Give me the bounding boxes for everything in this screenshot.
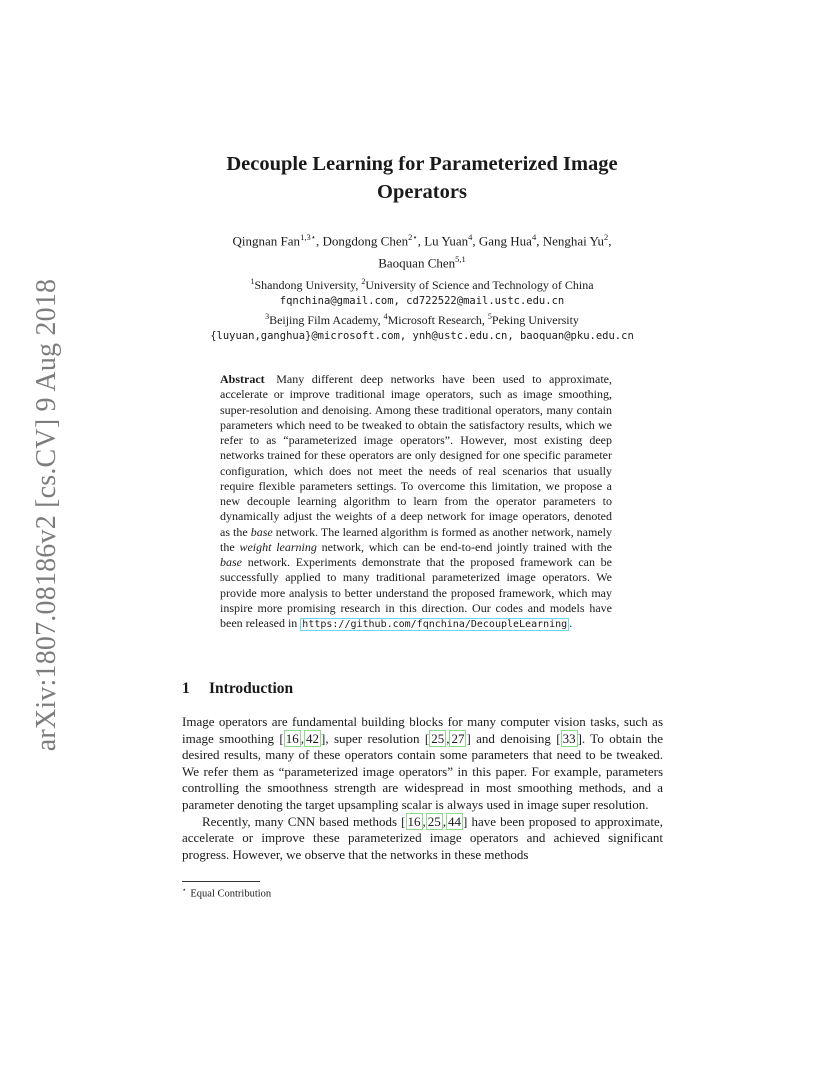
intro-paragraph-2: Recently, many CNN based methods [ 16 , 25 , 44 ] have been proposed to approximate, accelerate or improve these parameterized image operators and achieved significant progress. However, we observe that the networks in these methods (182, 813, 664, 862)
section-number: 1 (182, 680, 190, 697)
author-name: Nenghai Yu (542, 233, 604, 249)
affil-mark: 4 (383, 312, 388, 321)
affil-mark: 3 (265, 312, 270, 321)
author-affil-mark: 5,1 (455, 254, 466, 265)
affiliation-name: Shandong University, (254, 278, 359, 292)
affiliations (182, 274, 662, 344)
affiliation-name: University of Science and Technology of China (365, 278, 594, 292)
author-affil-mark: 1,3⋆ (300, 232, 317, 242)
affil-mark: 1 (250, 277, 255, 286)
author-list (182, 228, 662, 273)
affiliation-name: Beijing Film Academy, (269, 313, 381, 327)
code-repository-link[interactable]: https://github.com/fqnchina/DecoupleLearning (302, 619, 568, 630)
email-line-1: fqnchina@gmail.com, cd722522@mail.ustc.edu.cn (279, 294, 565, 307)
author-name: Qingnan Fan (232, 233, 301, 249)
abstract-emphasis: weight learning (239, 539, 317, 554)
author-name: Dongdong Chen (322, 233, 409, 249)
body-text: ]. To obtain the desired results, many of these operators contain some parameters that need to be tweaked. We refer them as “parameterized image operators” in this paper. For example, parameters controlling the smoothness strength are widespread in most smoothing methods, and a parameter denoting the target upsampling scalar is always used in image super resolution. (182, 730, 663, 812)
author-line-1: Qingnan Fan$^{1,3⋆}$, Dongdong Chen$^{2⋆}$, Lu Yuan$^4$, Gang Hua$^4$, Nenghai Yu$^2$, (232, 232, 612, 249)
citation-link[interactable]: 25 (431, 730, 445, 746)
introduction-body (182, 714, 663, 863)
citation-link[interactable]: 44 (448, 813, 462, 829)
arxiv-identifier: arXiv:1807.08186v2 [cs.CV] 9 Aug 2018 (31, 278, 62, 752)
author-name: Lu Yuan (424, 233, 469, 249)
citation-link[interactable]: 25 (427, 813, 441, 829)
citation-link[interactable]: 16 (407, 813, 421, 829)
abstract (220, 372, 612, 632)
footnote (182, 886, 662, 900)
body-text: Image operators are fundamental building blocks for many computer vision tasks, such as image smoothing [ (182, 714, 663, 746)
section-heading (182, 680, 662, 698)
abstract-text: network. Experiments demonstrate that the proposed framework can be successfully applied to many traditional parameterized image operators. We provide more analysis to better understand the proposed framework, which may inspire more promising research in this direction. Our codes and models have been released in (220, 555, 613, 630)
citation-link[interactable]: 33 (562, 730, 576, 746)
author-name: Baoquan Chen (378, 255, 456, 271)
affiliation-name: Peking University (491, 313, 579, 327)
title-line-2: Operators (377, 181, 467, 203)
email-line-2: {luyuan,ganghua}@microsoft.com, ynh@ustc.edu.cn, baoquan@pku.edu.cn (210, 329, 634, 342)
intro-paragraph-1: Image operators are fundamental building blocks for many computer vision tasks, such as image smoothing [ 16 , 42 ], super resolution [ 25 , 27 ] and denoising [ 33 ]. To obtain the desired results, many of these operators contain some parameters that need to be tweaked. We refer them as “parameterized image operators” in this paper. For example, parameters controlling the smoothness strength are widespread in most smoothing methods, and a parameter denoting the target upsampling scalar is always used in image super resolution. (182, 714, 663, 812)
affil-mark: 2 (361, 277, 366, 286)
footnote-mark: ⋆ (182, 886, 187, 894)
title-line-1: Decouple Learning for Parameterized Image (226, 153, 618, 175)
footnote-text: Equal Contribution (190, 888, 272, 900)
abstract-text: network, which can be end-to-end jointly trained with the (321, 539, 612, 554)
abstract-label: Abstract (220, 372, 265, 386)
footnote-divider (182, 881, 260, 882)
author-affil-mark: 2⋆ (408, 232, 418, 242)
affiliation-line-1 (182, 274, 662, 294)
author-line-2 (182, 250, 662, 272)
abstract-end: . (569, 616, 573, 630)
body-text: Recently, many CNN based methods [ (202, 813, 406, 829)
body-text: ] have been proposed to approximate, accelerate or improve these parameterized image operators and achieved significant progress. However, we observe that the networks in these methods (182, 813, 664, 862)
citation-link[interactable]: 42 (306, 730, 319, 746)
author-affil-mark: 2 (603, 232, 609, 242)
author-name: Gang Hua (478, 233, 532, 249)
citation-link[interactable]: 16 (285, 730, 299, 746)
body-text: ], super resolution [ (321, 730, 430, 746)
affil-mark: 5 (487, 312, 492, 321)
abstract-text: Many different deep networks have been used to approximate, accelerate or improve traditional image operators, such as image smoothing, super-resolution and denoising. Among these traditional operators, many contain parameters which need to be tweaked to obtain the satisfactory results, which we refer to as “parameterized image operators”. However, most existing deep networks trained for these operators are only designed for one specific parameter configuration, which does not meet the needs of real scenarios that usually require flexible parameters settings. To overcome this limitation, we propose a new decouple learning algorithm to learn from the operator parameters to dynamically adjust the weights of a deep network for image operators, denoted as the (220, 372, 613, 539)
citation-link[interactable]: 27 (451, 730, 465, 746)
abstract-emphasis: base (250, 524, 273, 539)
paper-title (182, 150, 662, 206)
body-text: ] and denoising [ (466, 730, 561, 746)
section-title: Introduction (209, 680, 294, 697)
author-affil-mark: 4 (531, 232, 537, 242)
abstract-emphasis: base (220, 555, 242, 569)
affiliation-line-2 (182, 309, 662, 329)
abstract-text: network. The learned algorithm is formed as another network, namely the (220, 524, 613, 554)
author-affil-mark: 4 (468, 232, 473, 242)
affiliation-name: Microsoft Research, (387, 313, 485, 327)
